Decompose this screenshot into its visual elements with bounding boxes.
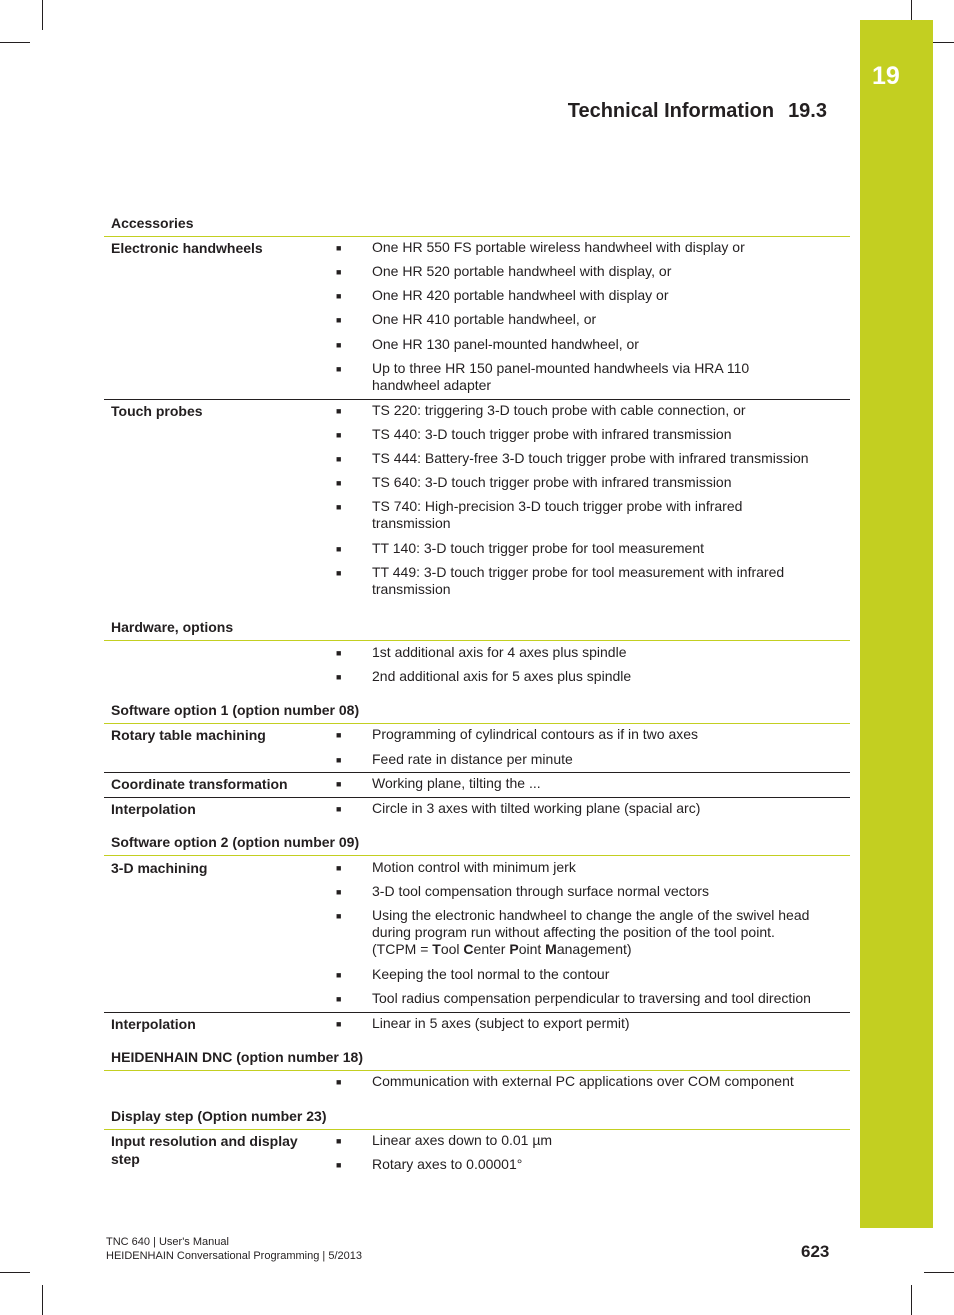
bullet-icon: ■ [336,779,342,789]
list-item: TT 449: 3-D touch trigger probe for tool measurement with infrared transmission [372,564,785,597]
bullet-icon: ■ [336,544,342,554]
row-divider [104,399,850,400]
list-item: Linear in 5 axes (subject to export permit) [372,1015,630,1031]
section-title-dnc: HEIDENHAIN DNC (option number 18) [111,1049,363,1065]
list-item: Communication with external PC applications over COM component [372,1073,794,1089]
list-item: 1st additional axis for 4 axes plus spindle [372,644,627,660]
row-divider [104,797,850,798]
list-item: TS 640: 3-D touch trigger probe with infrared transmission [372,474,732,490]
list-item: TS 740: High-precision 3-D touch trigger probe with infrared transmission [372,498,743,531]
bullet-icon: ■ [336,340,342,350]
tcpm-prefix: (TCPM = [372,941,433,957]
list-item-text: Using the electronic handwheel to change the angle of the swivel head during program run without affecting the position of the tool point. [372,907,810,940]
list-item: 2nd additional axis for 5 axes plus spindle [372,668,632,684]
bullet-icon: ■ [336,804,342,814]
row-label-3d-machining: 3-D machining [111,860,208,876]
footer-manual: TNC 640 | User's Manual [106,1236,229,1248]
bullet-icon: ■ [336,291,342,301]
list-item: Feed rate in distance per minute [372,751,573,767]
crop-mark [0,1272,30,1273]
tcpm-rest: oint [518,941,546,957]
list-item: Motion control with minimum jerk [372,859,576,875]
bullet-icon: ■ [336,970,342,980]
bullet-icon: ■ [336,1077,342,1087]
list-item: Rotary axes to 0.00001° [372,1156,523,1172]
bullet-icon: ■ [336,994,342,1004]
bullet-icon: ■ [336,454,342,464]
header-section: 19.3 [788,100,827,122]
list-item: One HR 550 FS portable wireless handwheel with display or [372,239,745,255]
list-item: One HR 410 portable handwheel, or [372,311,597,327]
list-item: Working plane, tilting the ... [372,775,541,791]
tcpm-letter: C [463,941,474,957]
tcpm-rest: enter [473,941,510,957]
bullet-icon: ■ [336,406,342,416]
section-rule [104,723,850,724]
tcpm-letter: M [545,941,557,957]
section-rule [104,855,850,856]
list-item [372,907,842,958]
page-header [568,100,827,123]
tcpm-rest: anagement) [556,941,632,957]
section-rule [104,1129,850,1130]
list-item: TT 140: 3-D touch trigger probe for tool measurement [372,540,705,556]
bullet-icon: ■ [336,243,342,253]
list-item: Linear axes down to 0.01 µm [372,1132,553,1148]
section-title-display-step: Display step (Option number 23) [111,1108,327,1124]
tcpm-expansion [372,941,632,957]
bullet-icon: ■ [336,568,342,578]
row-label-handwheels: Electronic handwheels [111,240,263,256]
bullet-icon: ■ [336,364,342,374]
list-item: TS 444: Battery-free 3-D touch trigger probe with infrared transmission [372,450,809,466]
row-label-touch-probes: Touch probes [111,403,203,419]
section-title-accessories: Accessories [111,215,194,231]
tcpm-letter: P [509,941,519,957]
list-item: 3-D tool compensation through surface normal vectors [372,883,709,899]
list-item: One HR 130 panel-mounted handwheel, or [372,336,639,352]
crop-mark [42,1285,43,1315]
section-title-sw1: Software option 1 (option number 08) [111,702,360,718]
list-item: One HR 420 portable handwheel with display or [372,287,669,303]
row-label-rotary: Rotary table machining [111,727,266,743]
bullet-icon: ■ [336,755,342,765]
section-rule [104,1070,850,1071]
bullet-icon: ■ [336,502,342,512]
list-item: Circle in 3 axes with tilted working plane (spacial arc) [372,800,701,816]
list-item: Programming of cylindrical contours as if in two axes [372,726,699,742]
list-item: TS 440: 3-D touch trigger probe with infrared transmission [372,426,732,442]
section-rule [104,640,850,641]
section-rule [104,236,850,237]
tcpm-letter: T [432,941,441,957]
crop-mark [924,1272,954,1273]
header-title: Technical Information [567,100,775,122]
crop-mark [42,0,43,30]
bullet-icon: ■ [336,730,342,740]
crop-mark [911,1285,912,1315]
row-label-interpolation: Interpolation [111,1016,196,1032]
bullet-icon: ■ [336,887,342,897]
list-item: One HR 520 portable handwheel with display, or [372,263,672,279]
bullet-icon: ■ [336,267,342,277]
row-divider [104,1012,850,1013]
row-label-input-resolution: Input resolution and display step [111,1133,298,1167]
list-item: TS 220: triggering 3-D touch probe with cable connection, or [372,402,746,418]
list-item: Up to three HR 150 panel-mounted handwheels via HRA 110 handwheel adapter [372,360,750,393]
bullet-icon: ■ [336,911,342,921]
tcpm-rest: ool [440,941,464,957]
bullet-icon: ■ [336,672,342,682]
row-divider [104,772,850,773]
section-title-sw2: Software option 2 (option number 09) [111,834,360,850]
bullet-icon: ■ [336,1136,342,1146]
bullet-icon: ■ [336,1160,342,1170]
bullet-icon: ■ [336,315,342,325]
crop-mark [0,42,30,43]
bullet-icon: ■ [336,1019,342,1029]
bullet-icon: ■ [336,863,342,873]
bullet-icon: ■ [336,430,342,440]
chapter-tab [860,20,933,1228]
footer-subtitle: HEIDENHAIN Conversational Programming | 5/2013 [106,1250,362,1262]
row-label-interpolation: Interpolation [111,801,196,817]
page-number: 623 [801,1242,830,1261]
row-label-coord: Coordinate transformation [111,776,288,792]
list-item: Tool radius compensation perpendicular to traversing and tool direction [372,990,811,1006]
chapter-number: 19 [872,62,900,90]
bullet-icon: ■ [336,648,342,658]
section-title-hardware: Hardware, options [111,619,234,635]
bullet-icon: ■ [336,478,342,488]
list-item: Keeping the tool normal to the contour [372,966,610,982]
